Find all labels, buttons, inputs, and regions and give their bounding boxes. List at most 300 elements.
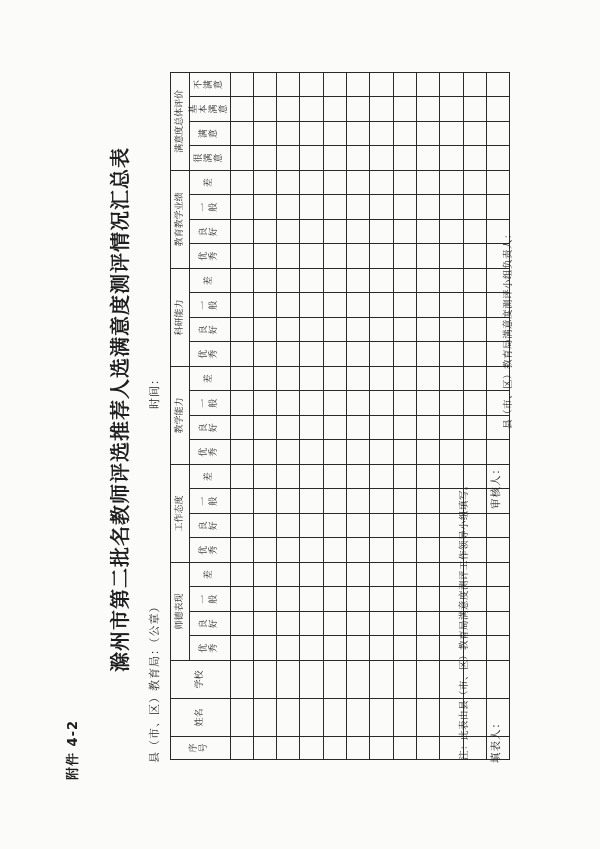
table-cell[interactable]: [463, 366, 486, 391]
table-cell[interactable]: [253, 97, 276, 122]
table-cell[interactable]: [323, 415, 346, 440]
table-cell[interactable]: [230, 587, 253, 612]
table-cell[interactable]: [416, 513, 439, 538]
table-cell[interactable]: [440, 121, 463, 146]
table-cell[interactable]: [323, 636, 346, 661]
table-cell[interactable]: [440, 244, 463, 269]
table-cell[interactable]: [463, 440, 486, 465]
table-cell[interactable]: [230, 121, 253, 146]
table-cell[interactable]: [393, 366, 416, 391]
table-cell[interactable]: [440, 219, 463, 244]
table-cell[interactable]: [323, 317, 346, 342]
table-cell[interactable]: [486, 121, 509, 146]
table-cell[interactable]: [347, 489, 370, 514]
table-cell[interactable]: [230, 170, 253, 195]
table-cell[interactable]: [230, 699, 253, 737]
table-cell[interactable]: [253, 562, 276, 587]
table-cell[interactable]: [277, 737, 300, 760]
table-cell[interactable]: [323, 737, 346, 760]
table-cell[interactable]: [230, 342, 253, 367]
table-cell[interactable]: [300, 513, 323, 538]
table-cell[interactable]: [393, 342, 416, 367]
table-cell[interactable]: [323, 293, 346, 318]
table-cell[interactable]: [486, 170, 509, 195]
table-cell[interactable]: [300, 121, 323, 146]
table-cell[interactable]: [347, 636, 370, 661]
table-cell[interactable]: [370, 366, 393, 391]
table-cell[interactable]: [253, 268, 276, 293]
header-sub-cell: [190, 317, 231, 342]
table-cell[interactable]: [416, 737, 439, 760]
table-cell[interactable]: [230, 268, 253, 293]
table-cell[interactable]: [440, 97, 463, 122]
table-cell[interactable]: [463, 146, 486, 171]
table-cell[interactable]: [347, 440, 370, 465]
table-cell[interactable]: [486, 661, 509, 699]
table-cell[interactable]: [253, 366, 276, 391]
table-cell[interactable]: [416, 415, 439, 440]
table-cell[interactable]: [347, 97, 370, 122]
table-cell[interactable]: [370, 97, 393, 122]
table-cell[interactable]: [416, 170, 439, 195]
table-cell[interactable]: [230, 538, 253, 563]
table-cell[interactable]: [300, 268, 323, 293]
table-cell[interactable]: [277, 464, 300, 489]
table-cell[interactable]: [277, 342, 300, 367]
table-cell[interactable]: [300, 97, 323, 122]
table-cell[interactable]: [277, 244, 300, 269]
table-cell[interactable]: [393, 121, 416, 146]
table-cell[interactable]: [393, 587, 416, 612]
table-cell[interactable]: [300, 72, 323, 97]
table-cell[interactable]: [486, 195, 509, 220]
table-cell[interactable]: [253, 612, 276, 637]
table-cell[interactable]: [253, 661, 276, 699]
table-cell[interactable]: [393, 244, 416, 269]
table-cell[interactable]: [323, 366, 346, 391]
table-cell[interactable]: [300, 170, 323, 195]
table-cell[interactable]: [393, 636, 416, 661]
table-cell[interactable]: [347, 121, 370, 146]
table-cell[interactable]: [300, 587, 323, 612]
table-cell[interactable]: [416, 72, 439, 97]
table-cell[interactable]: [253, 737, 276, 760]
table-cell[interactable]: [300, 636, 323, 661]
table-cell[interactable]: [440, 415, 463, 440]
table-cell[interactable]: [277, 699, 300, 737]
header-sub-cell: [190, 170, 231, 195]
table-cell[interactable]: [393, 612, 416, 637]
table-cell[interactable]: [347, 464, 370, 489]
table-cell[interactable]: [370, 699, 393, 737]
table-cell[interactable]: [277, 636, 300, 661]
table-cell[interactable]: [416, 342, 439, 367]
table-cell[interactable]: [300, 293, 323, 318]
table-cell[interactable]: [277, 661, 300, 699]
table-cell[interactable]: [463, 391, 486, 416]
table-cell[interactable]: [370, 513, 393, 538]
table-cell[interactable]: [277, 513, 300, 538]
table-cell[interactable]: [393, 538, 416, 563]
table-cell[interactable]: [440, 342, 463, 367]
table-cell[interactable]: [393, 317, 416, 342]
table-cell[interactable]: [300, 699, 323, 737]
table-cell[interactable]: [463, 195, 486, 220]
table-cell[interactable]: [277, 587, 300, 612]
table-cell[interactable]: [230, 293, 253, 318]
table-cell[interactable]: [323, 464, 346, 489]
table-cell[interactable]: [277, 97, 300, 122]
table-cell[interactable]: [393, 219, 416, 244]
table-cell[interactable]: [323, 97, 346, 122]
table-cell[interactable]: [486, 612, 509, 637]
table-cell[interactable]: [323, 661, 346, 699]
table-cell[interactable]: [416, 587, 439, 612]
table-cell[interactable]: [370, 146, 393, 171]
table-cell[interactable]: [277, 293, 300, 318]
table-cell[interactable]: [393, 391, 416, 416]
table-cell[interactable]: [277, 317, 300, 342]
table-cell[interactable]: [277, 146, 300, 171]
table-cell[interactable]: [323, 121, 346, 146]
table-cell[interactable]: [370, 538, 393, 563]
table-cell[interactable]: [323, 72, 346, 97]
table-cell[interactable]: [370, 587, 393, 612]
table-cell[interactable]: [253, 244, 276, 269]
table-cell[interactable]: [253, 415, 276, 440]
table-cell[interactable]: [347, 366, 370, 391]
table-cell[interactable]: [463, 170, 486, 195]
table-cell[interactable]: [416, 293, 439, 318]
table-cell[interactable]: [416, 317, 439, 342]
table-cell[interactable]: [277, 538, 300, 563]
table-cell[interactable]: [486, 562, 509, 587]
table-cell[interactable]: [323, 391, 346, 416]
table-cell[interactable]: [463, 97, 486, 122]
table-cell[interactable]: [230, 489, 253, 514]
table-cell[interactable]: [463, 317, 486, 342]
table-cell[interactable]: [370, 268, 393, 293]
table-cell[interactable]: [277, 415, 300, 440]
table-cell[interactable]: [416, 268, 439, 293]
table-cell[interactable]: [370, 170, 393, 195]
table-cell[interactable]: [230, 415, 253, 440]
table-cell[interactable]: [347, 317, 370, 342]
table-cell[interactable]: [347, 699, 370, 737]
table-cell[interactable]: [486, 513, 509, 538]
table-cell[interactable]: [230, 219, 253, 244]
table-cell[interactable]: [416, 121, 439, 146]
table-cell[interactable]: [300, 195, 323, 220]
table-cell[interactable]: [230, 562, 253, 587]
table-cell[interactable]: [393, 293, 416, 318]
table-cell[interactable]: [440, 268, 463, 293]
table-cell[interactable]: [323, 562, 346, 587]
table-cell[interactable]: [347, 415, 370, 440]
table-cell[interactable]: [416, 244, 439, 269]
header-sub-cell: [190, 72, 231, 97]
table-cell[interactable]: [463, 72, 486, 97]
table-cell[interactable]: [253, 195, 276, 220]
table-cell[interactable]: [486, 146, 509, 171]
table-cell[interactable]: [370, 636, 393, 661]
table-cell[interactable]: [277, 72, 300, 97]
table-cell[interactable]: [323, 268, 346, 293]
table-cell[interactable]: [230, 612, 253, 637]
table-cell[interactable]: [277, 170, 300, 195]
table-cell[interactable]: [416, 366, 439, 391]
table-cell[interactable]: [347, 661, 370, 699]
table-cell[interactable]: [347, 268, 370, 293]
table-cell[interactable]: [370, 415, 393, 440]
table-cell[interactable]: [393, 464, 416, 489]
table-cell[interactable]: [230, 244, 253, 269]
table-cell[interactable]: [300, 366, 323, 391]
table-cell[interactable]: [416, 489, 439, 514]
table-cell[interactable]: [393, 72, 416, 97]
table-cell[interactable]: [393, 97, 416, 122]
table-cell[interactable]: [323, 513, 346, 538]
table-cell[interactable]: [323, 538, 346, 563]
table-cell[interactable]: [393, 440, 416, 465]
table-cell[interactable]: [230, 661, 253, 699]
table-cell[interactable]: [253, 72, 276, 97]
table-cell[interactable]: [347, 342, 370, 367]
table-cell[interactable]: [370, 219, 393, 244]
table-cell[interactable]: [230, 195, 253, 220]
table-cell[interactable]: [393, 489, 416, 514]
table-cell[interactable]: [486, 538, 509, 563]
table-cell[interactable]: [230, 737, 253, 760]
table-cell[interactable]: [440, 366, 463, 391]
table-cell[interactable]: [277, 219, 300, 244]
table-cell[interactable]: [370, 121, 393, 146]
table-cell[interactable]: [230, 146, 253, 171]
table-cell[interactable]: [370, 612, 393, 637]
table-cell[interactable]: [253, 342, 276, 367]
table-cell[interactable]: [347, 737, 370, 760]
table-cell[interactable]: [230, 366, 253, 391]
table-cell[interactable]: [370, 440, 393, 465]
table-cell[interactable]: [300, 612, 323, 637]
table-cell[interactable]: [300, 342, 323, 367]
table-cell[interactable]: [440, 440, 463, 465]
table-cell[interactable]: [323, 342, 346, 367]
table-cell[interactable]: [253, 146, 276, 171]
table-cell[interactable]: [230, 391, 253, 416]
table-cell[interactable]: [277, 366, 300, 391]
table-cell[interactable]: [416, 146, 439, 171]
table-cell[interactable]: [323, 699, 346, 737]
table-cell[interactable]: [347, 219, 370, 244]
table-cell[interactable]: [323, 612, 346, 637]
table-cell[interactable]: [253, 489, 276, 514]
table-cell[interactable]: [393, 562, 416, 587]
table-cell[interactable]: [486, 636, 509, 661]
table-cell[interactable]: [393, 661, 416, 699]
table-cell[interactable]: [416, 661, 439, 699]
table-cell[interactable]: [323, 587, 346, 612]
table-cell[interactable]: [347, 195, 370, 220]
table-cell[interactable]: [253, 513, 276, 538]
table-cell[interactable]: [370, 244, 393, 269]
table-cell[interactable]: [347, 587, 370, 612]
table-cell[interactable]: [300, 391, 323, 416]
table-cell[interactable]: [370, 661, 393, 699]
table-cell[interactable]: [463, 244, 486, 269]
table-cell[interactable]: [347, 244, 370, 269]
table-cell[interactable]: [370, 293, 393, 318]
table-cell[interactable]: [486, 440, 509, 465]
table-cell[interactable]: [323, 146, 346, 171]
table-cell[interactable]: [323, 440, 346, 465]
table-cell[interactable]: [347, 562, 370, 587]
table-cell[interactable]: [300, 440, 323, 465]
table-cell[interactable]: [323, 219, 346, 244]
table-cell[interactable]: [370, 391, 393, 416]
table-cell[interactable]: [416, 464, 439, 489]
table-cell[interactable]: [416, 195, 439, 220]
table-cell[interactable]: [277, 489, 300, 514]
table-cell[interactable]: [347, 513, 370, 538]
table-cell[interactable]: [230, 513, 253, 538]
table-cell[interactable]: [300, 317, 323, 342]
table-cell[interactable]: [300, 737, 323, 760]
table-cell[interactable]: [370, 489, 393, 514]
table-cell[interactable]: [347, 146, 370, 171]
table-cell[interactable]: [370, 72, 393, 97]
header-sub-cell: [190, 244, 231, 269]
table-cell[interactable]: [230, 317, 253, 342]
table-cell[interactable]: [300, 464, 323, 489]
table-cell[interactable]: [300, 244, 323, 269]
table-cell[interactable]: [393, 170, 416, 195]
table-cell[interactable]: [277, 268, 300, 293]
table-cell[interactable]: [440, 170, 463, 195]
table-cell[interactable]: [300, 415, 323, 440]
table-cell[interactable]: [253, 587, 276, 612]
table-cell[interactable]: [253, 699, 276, 737]
table-row: [253, 72, 276, 759]
table-cell[interactable]: [463, 121, 486, 146]
table-cell[interactable]: [300, 146, 323, 171]
table-cell[interactable]: [230, 464, 253, 489]
table-cell[interactable]: [370, 342, 393, 367]
table-cell[interactable]: [416, 97, 439, 122]
table-cell[interactable]: [300, 538, 323, 563]
table-cell[interactable]: [370, 317, 393, 342]
table-cell[interactable]: [253, 317, 276, 342]
table-cell[interactable]: [323, 489, 346, 514]
table-cell[interactable]: [440, 317, 463, 342]
table-cell[interactable]: [440, 72, 463, 97]
table-cell[interactable]: [253, 121, 276, 146]
table-cell[interactable]: [463, 293, 486, 318]
table-cell[interactable]: [370, 464, 393, 489]
table-cell[interactable]: [277, 195, 300, 220]
table-cell[interactable]: [416, 636, 439, 661]
table-cell[interactable]: [300, 489, 323, 514]
table-cell[interactable]: [347, 612, 370, 637]
table-cell[interactable]: [253, 538, 276, 563]
table-cell[interactable]: [393, 415, 416, 440]
table-cell[interactable]: [440, 391, 463, 416]
table-cell[interactable]: [300, 219, 323, 244]
table-cell[interactable]: [277, 612, 300, 637]
table-cell[interactable]: [440, 146, 463, 171]
table-cell[interactable]: [370, 195, 393, 220]
table-cell[interactable]: [440, 293, 463, 318]
table-cell[interactable]: [463, 219, 486, 244]
table-cell[interactable]: [440, 195, 463, 220]
table-cell[interactable]: [253, 440, 276, 465]
table-cell[interactable]: [463, 415, 486, 440]
table-cell[interactable]: [393, 146, 416, 171]
table-cell[interactable]: [393, 513, 416, 538]
table-cell[interactable]: [486, 72, 509, 97]
table-cell[interactable]: [416, 612, 439, 637]
table-cell[interactable]: [486, 587, 509, 612]
header-sub-label: 优秀: [198, 643, 219, 653]
table-cell[interactable]: [347, 293, 370, 318]
table-cell[interactable]: [393, 699, 416, 737]
table-cell[interactable]: [416, 219, 439, 244]
table-cell[interactable]: [300, 661, 323, 699]
table-cell[interactable]: [463, 342, 486, 367]
table-cell[interactable]: [253, 293, 276, 318]
table-cell[interactable]: [347, 72, 370, 97]
header-sub-cell: [190, 415, 231, 440]
table-row: [323, 72, 346, 759]
table-cell[interactable]: [416, 440, 439, 465]
table-cell[interactable]: [323, 170, 346, 195]
table-cell[interactable]: [323, 244, 346, 269]
table-cell[interactable]: [416, 699, 439, 737]
table-cell[interactable]: [253, 636, 276, 661]
table-cell[interactable]: [300, 562, 323, 587]
table-cell[interactable]: [277, 391, 300, 416]
table-cell[interactable]: [230, 440, 253, 465]
table-cell[interactable]: [393, 737, 416, 760]
table-cell[interactable]: [277, 562, 300, 587]
table-cell[interactable]: [253, 464, 276, 489]
table-cell[interactable]: [347, 538, 370, 563]
table-cell[interactable]: [393, 195, 416, 220]
table-cell[interactable]: [393, 268, 416, 293]
header-cell-seq: 序号: [171, 737, 231, 760]
table-cell[interactable]: [416, 391, 439, 416]
table-cell[interactable]: [277, 440, 300, 465]
table-cell[interactable]: [277, 121, 300, 146]
table-cell[interactable]: [463, 268, 486, 293]
table-cell[interactable]: [347, 170, 370, 195]
table-cell[interactable]: [323, 195, 346, 220]
table-cell[interactable]: [486, 97, 509, 122]
table-cell[interactable]: [230, 636, 253, 661]
table-cell[interactable]: [416, 562, 439, 587]
table-cell[interactable]: [230, 97, 253, 122]
header-sub-cell: [190, 538, 231, 563]
table-cell[interactable]: [253, 219, 276, 244]
table-cell[interactable]: [230, 72, 253, 97]
table-cell[interactable]: [370, 562, 393, 587]
table-cell[interactable]: [416, 538, 439, 563]
header-sub-cell: [190, 146, 231, 171]
table-cell[interactable]: [253, 391, 276, 416]
table-cell[interactable]: [347, 391, 370, 416]
table-cell[interactable]: [370, 737, 393, 760]
table-cell[interactable]: [253, 170, 276, 195]
